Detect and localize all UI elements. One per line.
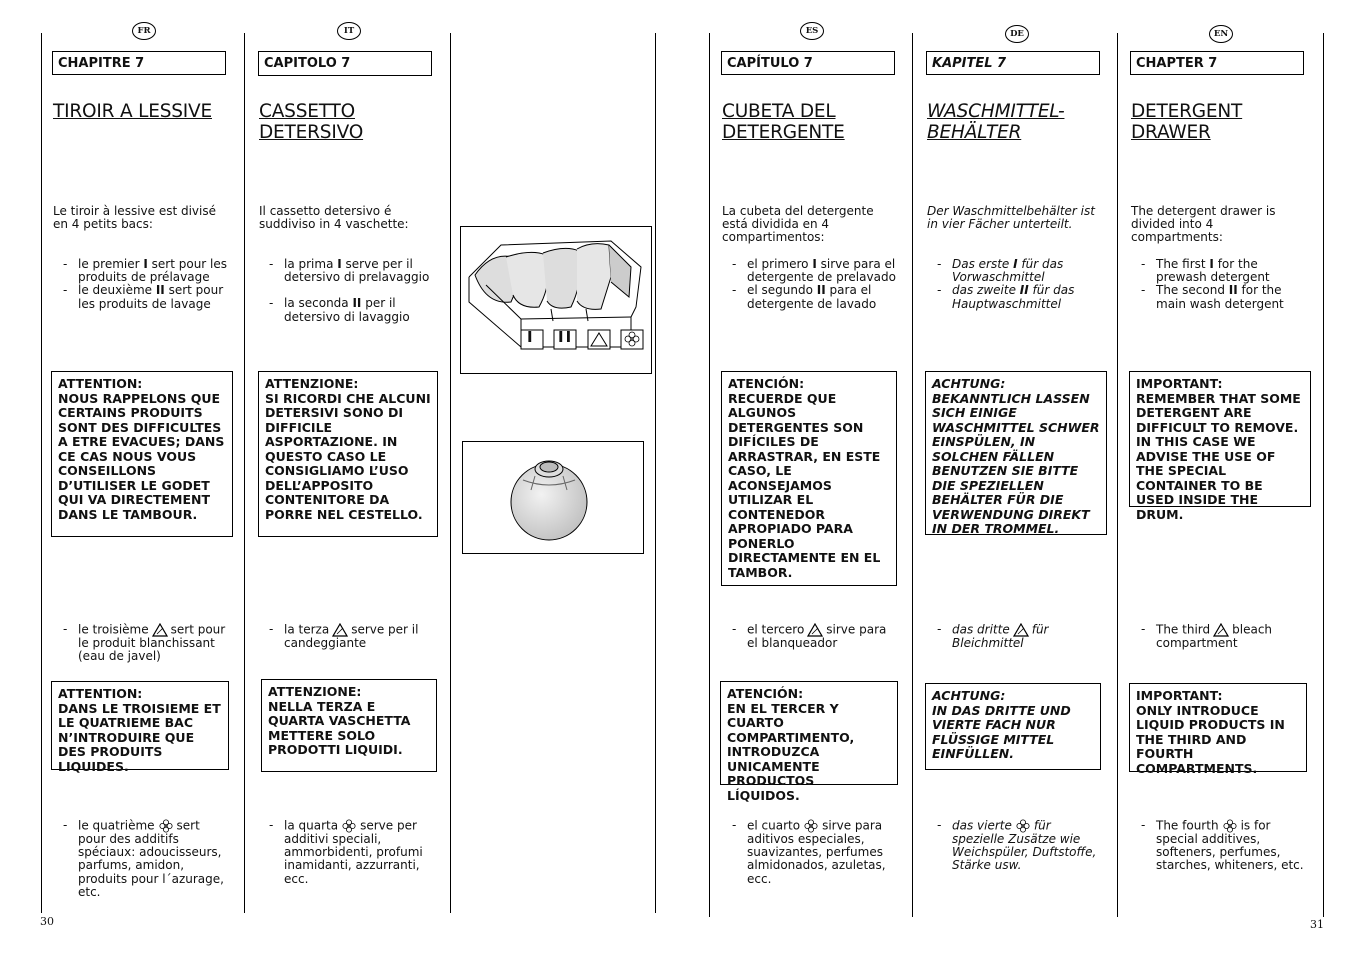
column-rule xyxy=(244,33,245,913)
column-rule xyxy=(1323,33,1324,917)
warning-box: ATENCIÓN: RECUERDE QUE ALGUNOS DETERGENTES SON DIFÍCILES DE ARRASTRAR, EN ESTE CASO, LE ACONSEJAMOS UTILIZAR EL CONTENEDOR APROPIADO PARA PONERLO DIRECTAMENTE EN EL TAMBOR. xyxy=(721,371,897,586)
bleach-triangle-icon xyxy=(152,623,168,637)
detergent-drawer-illustration xyxy=(460,226,652,374)
column-rule xyxy=(912,33,913,917)
bleach-note: le troisième sert pour le produit blanchissant (eau de javel) - xyxy=(63,622,226,664)
warning-box: IMPORTANT: ONLY INTRODUCE LIQUID PRODUCTS IN THE THIRD AND FOURTH COMPARTMENTS. xyxy=(1129,683,1307,772)
flower-softener-icon xyxy=(341,819,357,833)
language-flag-en: EN xyxy=(1209,25,1233,43)
compartment-list xyxy=(722,258,902,311)
list-item: - das zweite II für das Hauptwaschmittel xyxy=(927,284,1107,310)
drawer-label-ii: II xyxy=(558,328,574,346)
list-item: - Das erste I für das Vorwaschmittel xyxy=(927,258,1107,284)
bleach-triangle-icon xyxy=(1013,623,1029,637)
warning-box: ATTENZIONE: SI RICORDI CHE ALCUNI DETERSIVI SONO DI DIFFICILE ASPORTAZIONE. IN QUESTO CASO LE CONSIGLIAMO L’USO DELL’APPOSITO CONTENITORE DA PORRE NEL CESTELLO. xyxy=(258,371,438,537)
column-rule xyxy=(450,33,451,913)
section-title: TIROIR A LESSIVE xyxy=(53,101,212,122)
flower-softener-icon xyxy=(158,819,174,833)
list-item: - The first I for the prewash detergent xyxy=(1131,258,1306,284)
softener-note: la quarta serve per additivi speciali, ammorbidenti, profumi inamidanti, azzurranti, ecc. - xyxy=(269,818,423,886)
list-item: - la prima I serve per il detersivo di prelavaggio xyxy=(259,258,439,284)
section-title: DETERGENT DRAWER xyxy=(1131,101,1243,143)
softener-note: le quatrième sert pour des additifs spéciaux: adoucisseurs, parfums, amidon, produits pour l´azurage, etc. - xyxy=(63,818,224,899)
page-number-left: 30 xyxy=(40,915,54,928)
column-rule xyxy=(709,33,710,917)
intro-text: Il cassetto detersivo é suddiviso in 4 vaschette: xyxy=(259,204,409,232)
compartment-list xyxy=(927,258,1107,311)
compartment-list xyxy=(1131,258,1306,311)
bleach-note: The third bleach compartment - xyxy=(1141,622,1273,650)
warning-box: IMPORTANT: REMEMBER THAT SOME DETERGENT ARE DIFFICULT TO REMOVE. IN THIS CASE WE ADVISE THE USE OF THE SPECIAL CONTAINER TO BE USED INSIDE THE DRUM. xyxy=(1129,371,1311,507)
list-item: - le premier I sert pour les produits de prélavage xyxy=(53,258,233,284)
list-item: - la seconda II per il detersivo di lavaggio xyxy=(259,297,439,323)
ball-drawing xyxy=(463,442,643,553)
page-number-right: 31 xyxy=(1310,918,1324,931)
list-item: - el segundo II para el detergente de lavado xyxy=(722,284,902,310)
section-title: WASCHMITTEL-BEHÄLTER xyxy=(927,101,1065,143)
softener-note: The fourth is for special additives, softeners, perfumes, starches, whiteners, etc. - xyxy=(1141,818,1304,873)
warning-box: ATTENTION: NOUS RAPPELONS QUE CERTAINS PRODUITS SONT DES DIFFICULTES A ETRE EVACUES; DANS CE CAS NOUS VOUS CONSEILLONS D’UTILISER LE GODET QUI VA DIRECTEMENT DANS LE TAMBOUR. xyxy=(51,371,233,537)
column-rule xyxy=(41,33,42,913)
chapter-heading: KAPITEL 7 xyxy=(926,51,1100,75)
list-item: - The second II for the main wash detergent xyxy=(1131,284,1306,310)
detergent-ball-illustration xyxy=(462,441,644,554)
bleach-triangle-icon xyxy=(1213,623,1229,637)
flower-softener-icon xyxy=(803,819,819,833)
warning-box: ACHTUNG: BEKANNTLICH LASSEN SICH EINIGE WASCHMITTEL SCHWER EINSPÜLEN, IN SOLCHEN FÄLLEN BENUTZEN SIE BITTE DIE SPEZIELLEN BEHÄLTER FÜR DIE VERWENDUNG DIREKT IN DER TROMMEL. xyxy=(925,371,1107,535)
drawer-drawing xyxy=(461,227,651,373)
column-rule xyxy=(655,33,656,913)
chapter-heading: CAPÍTULO 7 xyxy=(721,51,895,75)
language-flag-it: IT xyxy=(337,22,361,40)
chapter-heading: CHAPITRE 7 xyxy=(52,51,226,75)
warning-box: ACHTUNG: IN DAS DRITTE UND VIERTE FACH NUR FLÜSSIGE MITTEL EINFÜLLEN. xyxy=(925,683,1101,770)
warning-box: ATTENZIONE: NELLA TERZA E QUARTA VASCHETTA METTERE SOLO PRODOTTI LIQUIDI. xyxy=(261,679,437,772)
drawer-label-i: I xyxy=(527,328,533,346)
softener-note: el cuarto sirve para aditivos especiales, suavizantes, perfumes almidonados, azuletas, ecc. - xyxy=(732,818,886,886)
list-item: - el primero I sirve para el detergente de prelavado xyxy=(722,258,902,284)
language-flag-fr: FR xyxy=(132,22,156,40)
chapter-heading: CHAPTER 7 xyxy=(1130,51,1304,75)
flower-softener-icon xyxy=(1015,819,1031,833)
section-title: CUBETA DEL DETERGENTE xyxy=(722,101,845,143)
warning-box: ATTENTION: DANS LE TROISIEME ET LE QUATRIEME BAC N’INTRODUIRE QUE DES PRODUITS LIQUIDES. xyxy=(51,681,229,770)
intro-text: Der Waschmittelbehälter ist in vier Fächer unterteilt. xyxy=(927,204,1095,232)
list-item: - le deuxième II sert pour les produits de lavage xyxy=(53,284,233,310)
column-rule xyxy=(1117,33,1118,917)
intro-text: Le tiroir à lessive est divisé en 4 petits bacs: xyxy=(53,204,217,232)
bleach-triangle-icon xyxy=(807,623,823,637)
bleach-note: das dritte für Bleichmittel - xyxy=(937,622,1049,650)
bleach-note: la terza serve per il candeggiante - xyxy=(269,622,419,650)
warning-box: ATENCIÓN: EN EL TERCER Y CUARTO COMPARTIMENTO, INTRODUZCA UNICAMENTE PRODUCTOS LÍQUIDOS. xyxy=(720,681,898,785)
bleach-note: el tercero sirve para el blanqueador - xyxy=(732,622,887,650)
language-flag-de: DE xyxy=(1005,25,1029,43)
compartment-list xyxy=(259,258,439,324)
compartment-list xyxy=(53,258,233,311)
intro-text: La cubeta del detergente está dividida en 4 compartimentos: xyxy=(722,204,874,245)
language-flag-es: ES xyxy=(800,22,824,40)
softener-note: das vierte für spezielle Zusätze wie Weichspüler, Duftstoffe, Stärke usw. - xyxy=(937,818,1097,873)
intro-text: The detergent drawer is divided into 4 compartments: xyxy=(1131,204,1276,245)
bleach-triangle-icon xyxy=(332,623,348,637)
chapter-heading: CAPITOLO 7 xyxy=(258,51,432,76)
flower-softener-icon xyxy=(1222,819,1238,833)
section-title: CASSETTO DETERSIVO xyxy=(259,101,364,143)
